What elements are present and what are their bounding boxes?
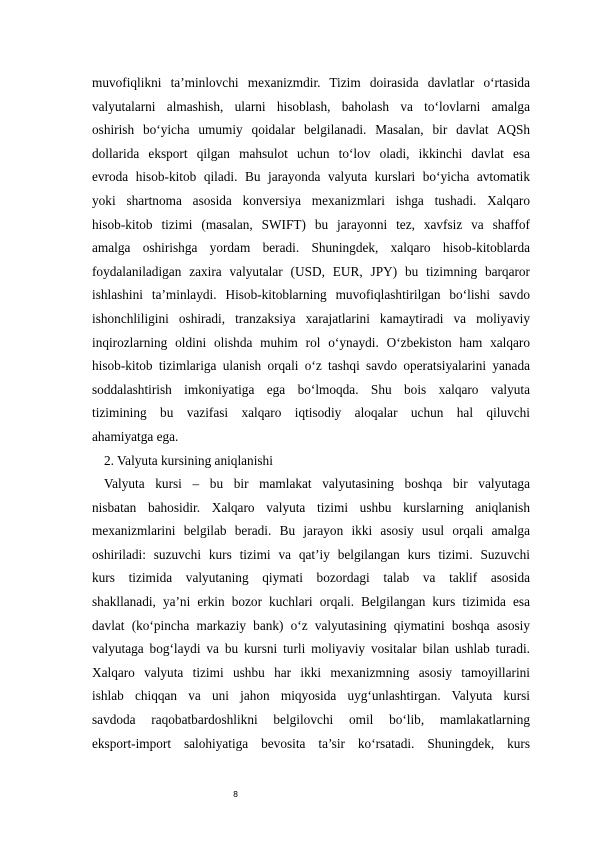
paragraph-line: evroda hisob-kitob qiladi. Bu jarayonda valyuta kurslari bo‘yicha avtomatik — [92, 169, 530, 185]
paragraph-line: savdoda raqobatbardoshlikni belgilovchi omil bo‘lib, mamlakatlarning — [92, 712, 530, 728]
paragraph-line: Valyuta kursi – bu bir mamlakat valyutasining boshqa bir valyutaga — [104, 476, 530, 492]
paragraph-line: kurs tizimida valyutaning qiymati bozordagi talab va taklif asosida — [92, 570, 530, 586]
paragraph-line: foydalaniladigan zaxira valyutalar (USD, EUR, JPY) bu tizimning barqaror — [92, 263, 530, 279]
paragraph-line: davlat (ko‘pincha markaziy bank) o‘z valyutasining qiymatini boshqa asosiy — [92, 617, 530, 633]
paragraph-line: hisob-kitob tizimlariga ulanish orqali o‘z tashqi savdo operatsiyalarini yanada — [92, 358, 530, 374]
paragraph-line: ishonchliligini oshiradi, tranzaksiya xarajatlarini kamaytiradi va moliyaviy — [92, 310, 530, 326]
paragraph-line: ishlab chiqqan va uni jahon miqyosida uyg‘unlashtirgan. Valyuta kursi — [92, 688, 530, 704]
paragraph-line: Xalqaro valyuta tizimi ushbu har ikki mexanizmning asosiy tamoyillarini — [92, 664, 530, 680]
paragraph-line: oshiriladi: suzuvchi kurs tizimi va qat’iy belgilangan kurs tizimi. Suzuvchi — [92, 546, 530, 562]
paragraph-line: valyutaga bog‘laydi va bu kursni turli moliyaviy vositalar bilan ushlab turadi. — [92, 641, 530, 657]
paragraph-line: valyutalarni almashish, ularni hisoblash, baholash va to‘lovlarni amalga — [92, 98, 530, 114]
paragraph-line: yoki shartnoma asosida konversiya mexanizmlari ishga tushadi. Xalqaro — [92, 192, 530, 208]
paragraph-line: soddalashtirish imkoniyatiga ega bo‘lmoqda. Shu bois xalqaro valyuta — [92, 381, 530, 397]
paragraph-2 — [92, 472, 530, 755]
paragraph-line: oshirish bo‘yicha umumiy qoidalar belgilanadi. Masalan, bir davlat AQSh — [92, 122, 530, 138]
paragraph-line: amalga oshirishga yordam beradi. Shuningdek, xalqaro hisob-kitoblarda — [92, 240, 530, 256]
paragraph-line: eksport-import salohiyatiga bevosita ta’sir ko‘rsatadi. Shuningdek, kurs — [92, 735, 530, 751]
paragraph-line: muvofiqlikni ta’minlovchi mexanizmdir. Tizim doirasida davlatlar o‘rtasida — [92, 75, 530, 90]
document-page — [92, 71, 530, 755]
paragraph-line: shakllanadi, ya’ni erkin bozor kuchlari orqali. Belgilangan kurs tizimida esa — [92, 594, 530, 610]
paragraph-line: ishlashini ta’minlaydi. Hisob-kitoblarning muvofiqlashtirilgan bo‘lishi savdo — [92, 287, 530, 303]
paragraph-line: ahamiyatga ega. — [92, 428, 179, 444]
paragraph-line: mexanizmlarini belgilab beradi. Bu jarayon ikki asosiy usul orqali amalga — [92, 523, 530, 539]
paragraph-line: hisob-kitob tizimi (masalan, SWIFT) bu jarayonni tez, xavfsiz va shaffof — [92, 216, 530, 232]
paragraph-line: nisbatan bahosidir. Xalqaro valyuta tizimi ushbu kurslarning aniqlanish — [92, 499, 530, 515]
paragraph-line: inqirozlarning oldini olishda muhim rol o‘ynaydi. O‘zbekiston ham xalqaro — [92, 334, 530, 350]
paragraph-line: tizimining bu vazifasi xalqaro iqtisodiy aloqalar uchun hal qiluvchi — [92, 405, 530, 421]
page-number: 8 — [233, 790, 239, 799]
section-heading: 2. Valyuta kursining aniqlanishi — [104, 452, 273, 468]
paragraph-1 — [92, 71, 530, 449]
paragraph-line: dollarida eksport qilgan mahsulot uchun to‘lov oladi, ikkinchi davlat esa — [92, 145, 530, 161]
